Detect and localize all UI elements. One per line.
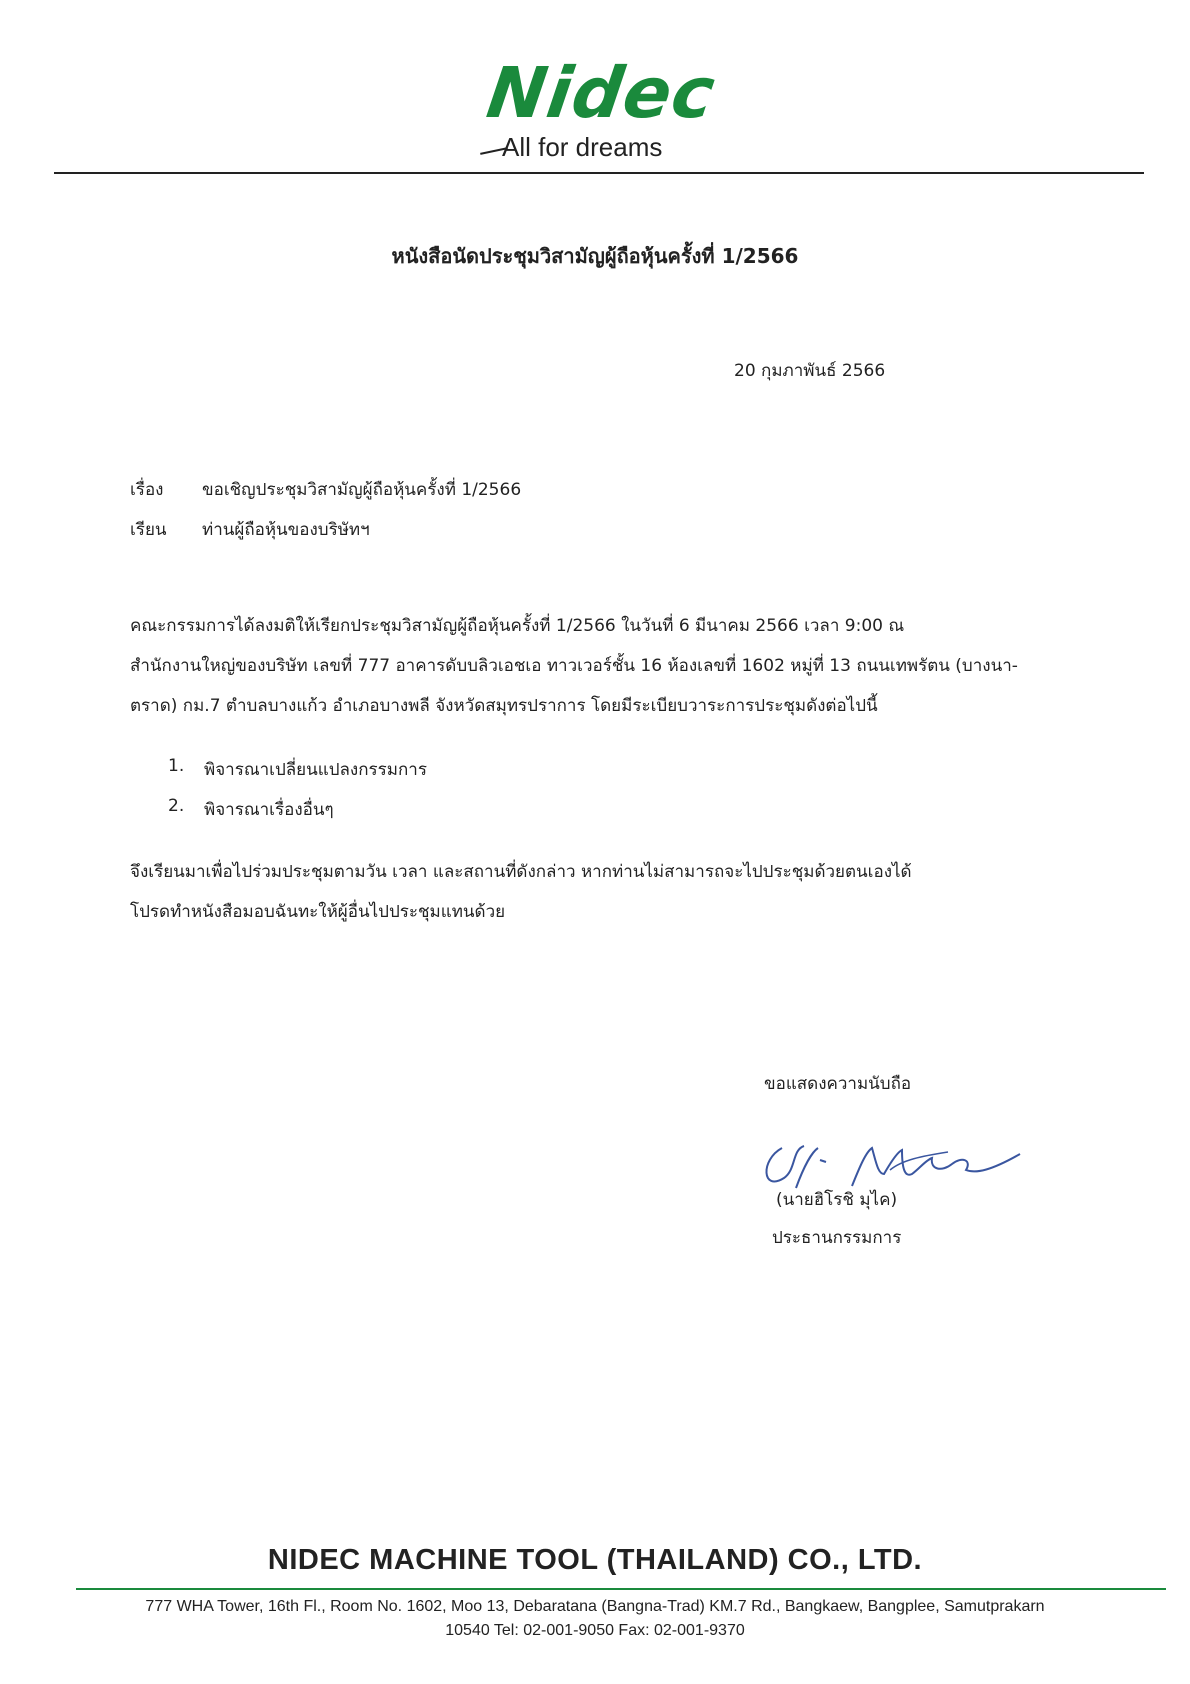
recipient-label: เรียน [130, 520, 167, 540]
body-line: สำนักงานใหญ่ของบริษัท เลขที่ 777 อาคารดับบลิวเอชเอ ทาวเวอร์ชั้น 16 ห้องเลขที่ 1602 หมู่ที่ 13 ถนนเทพรัตน (บางนา- [130, 656, 1018, 676]
agenda-item: พิจารณาเรื่องอื่นๆ [204, 800, 334, 820]
footer-address: 777 WHA Tower, 16th Fl., Room No. 1602, Moo 13, Debaratana (Bangna-Trad) KM.7 Rd., Bangkaew, Bangplee, Samutprakarn [145, 1598, 1045, 1615]
recipient-value: ท่านผู้ถือหุ้นของบริษัทฯ [202, 520, 370, 540]
closing-paragraph [130, 852, 1060, 932]
agenda-item: พิจารณาเปลี่ยนแปลงกรรมการ [204, 760, 427, 780]
document-title: หนังสือนัดประชุมวิสามัญผู้ถือหุ้นครั้งที่ 1/2566 [391, 244, 799, 268]
logo-tagline: All for dreams [502, 132, 663, 162]
agenda-number: 2. [168, 796, 185, 816]
body-paragraph [130, 606, 1060, 726]
signatory-name: (นายฮิโรชิ มุไค) [776, 1190, 898, 1210]
document-date: 20 กุมภาพันธ์ 2566 [734, 361, 886, 381]
signatory-position: ประธานกรรมการ [772, 1228, 902, 1248]
subject-value: ขอเชิญประชุมวิสามัญผู้ถือหุ้นครั้งที่ 1/2566 [202, 480, 522, 500]
logo-brand-text: Nidec [482, 52, 721, 134]
closing-line: จึงเรียนมาเพื่อไปร่วมประชุมตามวัน เวลา และสถานที่ดังกล่าว หากท่านไม่สามารถจะไปประชุมด้วยตนเองได้ [130, 862, 912, 882]
footer-divider [76, 1588, 1166, 1590]
closing-line: โปรดทำหนังสือมอบฉันทะให้ผู้อื่นไปประชุมแทนด้วย [130, 902, 506, 922]
body-line: ตราด) กม.7 ตำบลบางแก้ว อำเภอบางพลี จังหวัดสมุทรปราการ โดยมีระเบียบวาระการประชุมดังต่อไปนี้ [130, 696, 878, 716]
body-line: คณะกรรมการได้ลงมติให้เรียกประชุมวิสามัญผู้ถือหุ้นครั้งที่ 1/2566 ในวันที่ 6 มีนาคม 2566 เวลา 9:00 ณ [130, 616, 905, 636]
company-logo [480, 52, 721, 168]
subject-label: เรื่อง [130, 480, 164, 500]
agenda-number: 1. [168, 756, 185, 776]
closing-salutation: ขอแสดงความนับถือ [764, 1074, 912, 1094]
header-divider [54, 172, 1144, 174]
footer-company-name: NIDEC MACHINE TOOL (THAILAND) CO., LTD. [267, 1544, 923, 1576]
footer-contact: 10540 Tel: 02-001-9050 Fax: 02-001-9370 [445, 1622, 745, 1639]
